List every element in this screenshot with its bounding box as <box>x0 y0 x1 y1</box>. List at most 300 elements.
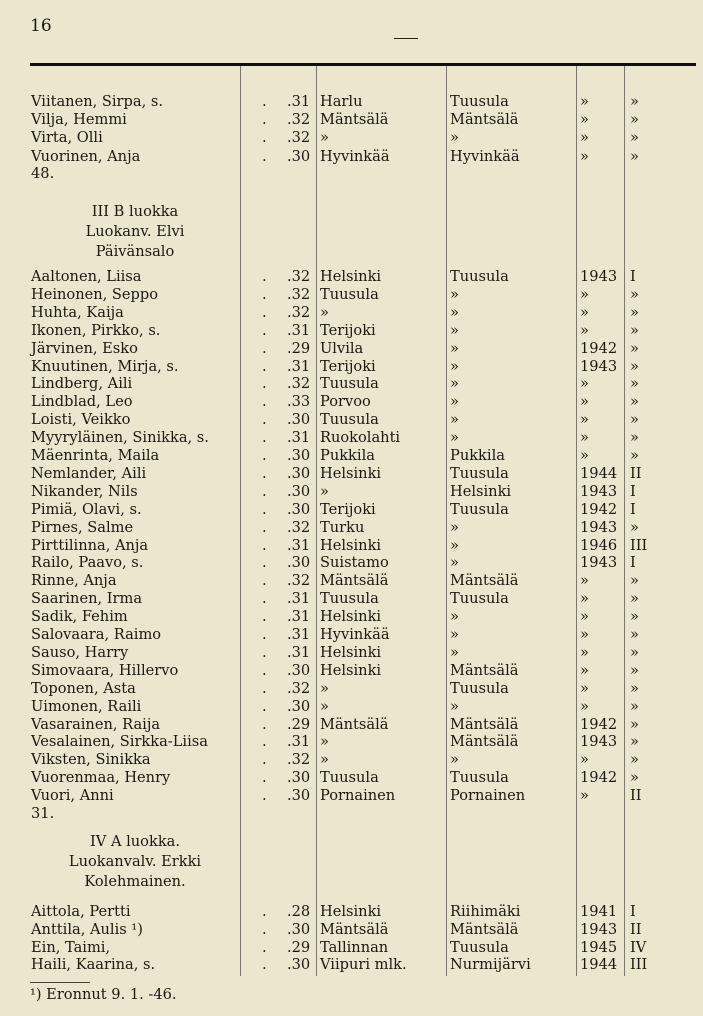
leader-dot: . <box>262 339 267 357</box>
leader-dot: . <box>262 679 267 697</box>
table-row <box>0 268 703 286</box>
home-municipality: Riihimäki <box>450 903 521 920</box>
home-municipality: Mäntsälä <box>450 572 519 590</box>
birth-year: .30 <box>287 500 311 518</box>
entry-year: » <box>580 643 589 661</box>
home-municipality: » <box>450 751 459 769</box>
table-row <box>0 411 703 429</box>
birth-place: » <box>320 751 329 769</box>
home-municipality: Pukkila <box>450 447 505 464</box>
entry-class: » <box>630 375 639 393</box>
entry-class: » <box>630 643 639 661</box>
birth-place: » <box>320 697 329 715</box>
table-row <box>0 956 703 974</box>
birth-year: .32 <box>287 303 311 321</box>
entry-year: 1942 <box>580 500 618 518</box>
birth-place: Tuusula <box>320 590 379 608</box>
student-name: Anttila, Aulis ¹) <box>31 920 143 938</box>
entry-class: » <box>630 111 639 129</box>
table-row <box>0 429 703 447</box>
entry-class: » <box>630 285 639 303</box>
birth-place: Tuusula <box>320 285 379 303</box>
home-municipality: » <box>450 285 459 303</box>
leader-dot: . <box>262 321 267 339</box>
birth-place: Hyvinkää <box>320 626 390 643</box>
birth-year: .32 <box>287 129 311 147</box>
birth-place: Turku <box>320 518 365 536</box>
table-row <box>0 644 703 662</box>
birth-year: .30 <box>287 697 311 715</box>
home-municipality: » <box>450 643 459 661</box>
birth-place: » <box>320 129 329 147</box>
student-name: Vilja, Hemmi <box>31 111 127 129</box>
home-municipality: Mäntsälä <box>450 920 519 938</box>
entry-class: III <box>630 536 648 554</box>
leader-dot: . <box>262 447 267 464</box>
leader-dot: . <box>262 697 267 715</box>
table-row <box>0 769 703 787</box>
entry-class: » <box>630 429 639 447</box>
leader-dot: . <box>262 554 267 572</box>
footnote: ¹) Eronnut 9. 1. -46. <box>30 986 177 1003</box>
entry-year: 1942 <box>580 769 618 787</box>
section-heading-line: Päivänsalo <box>95 243 175 260</box>
birth-place: Terijoki <box>320 500 376 518</box>
entry-year: 1946 <box>580 536 618 554</box>
leader-dot: . <box>262 393 267 411</box>
leader-dot: . <box>262 733 267 751</box>
entry-class: » <box>630 572 639 590</box>
leader-dot: . <box>262 357 267 375</box>
entry-year: 1943 <box>580 733 618 751</box>
table-row <box>0 921 703 939</box>
student-name: Järvinen, Esko <box>31 339 138 357</box>
birth-place: Viipuri mlk. <box>320 956 407 974</box>
student-name: Ikonen, Pirkko, s. <box>31 321 161 339</box>
table-row <box>0 447 703 465</box>
entry-year: » <box>580 608 589 626</box>
student-name: Vuorenmaa, Henry <box>31 769 171 787</box>
entry-class: » <box>630 626 639 643</box>
entry-year: » <box>580 303 589 321</box>
entry-year: 1942 <box>580 715 618 733</box>
entry-class: » <box>630 697 639 715</box>
student-name: Vesalainen, Sirkka-Liisa <box>31 733 208 751</box>
table-row <box>0 626 703 644</box>
section-heading-line: Luokanv. Elvi <box>85 223 185 240</box>
leader-dot: . <box>262 482 267 500</box>
table-row <box>0 286 703 304</box>
table-row <box>0 716 703 734</box>
home-municipality: » <box>450 339 459 357</box>
home-municipality: Tuusula <box>450 500 509 518</box>
student-name: Pirttilinna, Anja <box>31 536 149 554</box>
birth-place: Ulvila <box>320 339 364 357</box>
student-name: Pimiä, Olavi, s. <box>31 500 142 518</box>
leader-dot: . <box>262 661 267 679</box>
entry-year: » <box>580 147 589 165</box>
home-municipality: Tuusula <box>450 93 509 110</box>
birth-place: Terijoki <box>320 321 376 339</box>
leader-dot: . <box>262 518 267 536</box>
entry-class: II <box>630 464 642 482</box>
home-municipality: Pornainen <box>450 787 526 805</box>
birth-year: .31 <box>287 590 311 608</box>
home-municipality: » <box>450 626 459 643</box>
entry-year: » <box>580 393 589 411</box>
student-name: Lindblad, Leo <box>31 393 133 411</box>
leader-dot: . <box>262 903 267 920</box>
birth-place: Porvoo <box>320 393 371 411</box>
entry-year: » <box>580 429 589 447</box>
leader-dot: . <box>262 285 267 303</box>
birth-year: .30 <box>287 464 311 482</box>
home-municipality: » <box>450 411 459 429</box>
leader-dot: . <box>262 751 267 769</box>
leader-dot: . <box>262 268 267 285</box>
table-row <box>0 572 703 590</box>
table-row <box>0 519 703 537</box>
table-row <box>0 751 703 769</box>
student-name: Viitanen, Sirpa, s. <box>31 93 163 110</box>
home-municipality: Mäntsälä <box>450 715 519 733</box>
entry-year: » <box>580 111 589 129</box>
birth-place: Helsinki <box>320 643 382 661</box>
student-name: Aaltonen, Liisa <box>31 268 142 285</box>
birth-year: .30 <box>287 411 311 429</box>
entry-class: » <box>630 129 639 147</box>
entry-class: » <box>630 733 639 751</box>
entry-year: » <box>580 411 589 429</box>
entry-class: » <box>630 518 639 536</box>
birth-place: » <box>320 303 329 321</box>
entry-class: IV <box>630 938 647 956</box>
home-municipality: Tuusula <box>450 590 509 608</box>
entry-year: » <box>580 321 589 339</box>
student-name: Huhta, Kaija <box>31 303 124 321</box>
student-name: Sauso, Harry <box>31 643 129 661</box>
birth-place: Helsinki <box>320 661 382 679</box>
home-municipality: » <box>450 518 459 536</box>
birth-place: Terijoki <box>320 357 376 375</box>
birth-place: Tuusula <box>320 411 379 429</box>
table-row <box>0 393 703 411</box>
student-name: Rinne, Anja <box>31 572 117 590</box>
leader-dot: . <box>262 500 267 518</box>
birth-year: .30 <box>287 482 311 500</box>
birth-place: » <box>320 733 329 751</box>
leader-dot: . <box>262 411 267 429</box>
entry-class: » <box>630 751 639 769</box>
birth-year: .31 <box>287 536 311 554</box>
birth-year: .29 <box>287 938 311 956</box>
entry-class: » <box>630 715 639 733</box>
entry-class: I <box>630 903 636 920</box>
table-row <box>0 93 703 111</box>
leader-dot: . <box>262 787 267 805</box>
birth-place: Tuusula <box>320 769 379 787</box>
entry-year: 1942 <box>580 339 618 357</box>
table-row <box>0 787 703 805</box>
birth-year: .32 <box>287 375 311 393</box>
birth-year: .32 <box>287 679 311 697</box>
entry-class: » <box>630 321 639 339</box>
leader-dot: . <box>262 303 267 321</box>
birth-year: .33 <box>287 393 311 411</box>
entry-year: » <box>580 590 589 608</box>
table-row <box>0 465 703 483</box>
birth-year: .32 <box>287 111 311 129</box>
table-row <box>0 939 703 957</box>
entry-year: 1944 <box>580 956 618 974</box>
entry-class: » <box>630 357 639 375</box>
birth-year: .31 <box>287 357 311 375</box>
birth-year: .30 <box>287 787 311 805</box>
birth-year: .32 <box>287 751 311 769</box>
entry-class: I <box>630 554 636 572</box>
birth-place: Suistamo <box>320 554 389 572</box>
student-name: Vasarainen, Raija <box>31 715 161 733</box>
leader-dot: . <box>262 715 267 733</box>
birth-year: .31 <box>287 608 311 626</box>
entry-year: » <box>580 572 589 590</box>
entry-year: 1943 <box>580 482 618 500</box>
leader-dot: . <box>262 147 267 165</box>
entry-class: » <box>630 411 639 429</box>
entry-year: 1943 <box>580 554 618 572</box>
leader-dot: . <box>262 111 267 129</box>
birth-place: Pornainen <box>320 787 396 805</box>
table-row <box>0 537 703 555</box>
entry-class: » <box>630 393 639 411</box>
table-row <box>0 554 703 572</box>
student-name: Nemlander, Aili <box>31 464 147 482</box>
entry-year: » <box>580 626 589 643</box>
home-municipality: Mäntsälä <box>450 661 519 679</box>
table-row <box>0 662 703 680</box>
page-number: 16 <box>30 16 52 36</box>
student-name: Saarinen, Irma <box>31 590 143 608</box>
leader-dot: . <box>262 769 267 787</box>
student-name: Toponen, Asta <box>31 679 136 697</box>
entry-year: » <box>580 679 589 697</box>
entry-class: I <box>630 268 636 285</box>
student-name: Sadik, Fehim <box>31 608 128 626</box>
birth-year: .30 <box>287 147 311 165</box>
birth-year: .31 <box>287 429 311 447</box>
birth-place: Harlu <box>320 93 363 110</box>
student-name: Ein, Taimi, <box>31 938 111 956</box>
top-rule <box>30 63 696 66</box>
entry-year: 1945 <box>580 938 618 956</box>
home-municipality: » <box>450 375 459 393</box>
footnote-rule <box>30 982 90 983</box>
home-municipality: » <box>450 429 459 447</box>
birth-year: .32 <box>287 572 311 590</box>
table-row <box>0 501 703 519</box>
birth-place: » <box>320 679 329 697</box>
table-row <box>0 680 703 698</box>
birth-place: Mäntsälä <box>320 920 389 938</box>
student-name: Salovaara, Raimo <box>31 626 162 643</box>
home-municipality: » <box>450 536 459 554</box>
student-name: Vuorinen, Anja <box>31 147 141 165</box>
table-row <box>0 148 703 166</box>
entry-year: » <box>580 697 589 715</box>
birth-place: Helsinki <box>320 536 382 554</box>
birth-place: Ruokolahti <box>320 429 401 447</box>
table-row <box>0 733 703 751</box>
birth-place: Mäntsälä <box>320 715 389 733</box>
leader-dot: . <box>262 626 267 643</box>
birth-year: .31 <box>287 643 311 661</box>
birth-place: Pukkila <box>320 447 375 464</box>
entry-year: » <box>580 129 589 147</box>
home-municipality: Helsinki <box>450 482 512 500</box>
birth-year: .30 <box>287 661 311 679</box>
leader-dot: . <box>262 93 267 110</box>
entry-class: » <box>630 447 639 464</box>
table-row <box>0 111 703 129</box>
birth-year: .29 <box>287 715 311 733</box>
entry-class: » <box>630 303 639 321</box>
student-name: Knuutinen, Mirja, s. <box>31 357 179 375</box>
birth-place: Hyvinkää <box>320 147 390 165</box>
entry-class: I <box>630 482 636 500</box>
section-heading-line: IV A luokka. <box>90 833 180 850</box>
birth-place: Helsinki <box>320 268 382 285</box>
home-municipality: Tuusula <box>450 268 509 285</box>
birth-year: .29 <box>287 339 311 357</box>
section-heading-line: Kolehmainen. <box>84 873 186 890</box>
entry-year: » <box>580 375 589 393</box>
home-municipality: Tuusula <box>450 938 509 956</box>
student-name: Nikander, Nils <box>31 482 138 500</box>
home-municipality: Mäntsälä <box>450 733 519 751</box>
leader-dot: . <box>262 938 267 956</box>
home-municipality: Nurmijärvi <box>450 956 531 974</box>
entry-year: 1943 <box>580 518 618 536</box>
student-name: Pirnes, Salme <box>31 518 134 536</box>
student-name: Haili, Kaarina, s. <box>31 956 156 974</box>
birth-place: Mäntsälä <box>320 111 389 129</box>
home-municipality: Tuusula <box>450 769 509 787</box>
birth-year: .31 <box>287 321 311 339</box>
student-name: Aittola, Pertti <box>31 903 131 920</box>
student-name: Lindberg, Aili <box>31 375 133 393</box>
table-row <box>0 608 703 626</box>
header-dash <box>394 38 418 39</box>
home-municipality: Tuusula <box>450 464 509 482</box>
table-row <box>0 358 703 376</box>
entry-class: » <box>630 147 639 165</box>
birth-place: » <box>320 482 329 500</box>
student-name: Railo, Paavo, s. <box>31 554 144 572</box>
table-row <box>0 375 703 393</box>
leader-dot: . <box>262 956 267 974</box>
leader-dot: . <box>262 429 267 447</box>
student-name: Heinonen, Seppo <box>31 285 159 303</box>
section-count: 31. <box>31 805 55 822</box>
entry-class: II <box>630 787 642 805</box>
entry-class: III <box>630 956 648 974</box>
leader-dot: . <box>262 572 267 590</box>
leader-dot: . <box>262 375 267 393</box>
section-count: 48. <box>31 165 55 182</box>
birth-year: .30 <box>287 769 311 787</box>
entry-year: » <box>580 93 589 110</box>
entry-class: » <box>630 339 639 357</box>
birth-year: .30 <box>287 956 311 974</box>
birth-year: .30 <box>287 920 311 938</box>
section-heading-line: III B luokka <box>91 203 179 220</box>
table-row <box>0 483 703 501</box>
birth-place: Mäntsälä <box>320 572 389 590</box>
home-municipality: Hyvinkää <box>450 147 520 165</box>
home-municipality: Tuusula <box>450 679 509 697</box>
entry-year: » <box>580 661 589 679</box>
section-heading-line: Luokanvalv. Erkki <box>68 853 202 870</box>
birth-year: .30 <box>287 554 311 572</box>
entry-class: » <box>630 769 639 787</box>
entry-class: » <box>630 93 639 110</box>
leader-dot: . <box>262 608 267 626</box>
table-row <box>0 590 703 608</box>
table-row <box>0 129 703 147</box>
table-row <box>0 698 703 716</box>
birth-year: .32 <box>287 268 311 285</box>
table-row <box>0 304 703 322</box>
birth-year: .30 <box>287 447 311 464</box>
student-name: Simovaara, Hillervo <box>31 661 179 679</box>
leader-dot: . <box>262 590 267 608</box>
entry-year: 1941 <box>580 903 618 920</box>
entry-year: » <box>580 751 589 769</box>
entry-class: I <box>630 500 636 518</box>
home-municipality: » <box>450 129 459 147</box>
home-municipality: » <box>450 393 459 411</box>
birth-place: Helsinki <box>320 903 382 920</box>
table-row <box>0 903 703 921</box>
entry-year: 1943 <box>580 357 618 375</box>
entry-year: 1943 <box>580 268 618 285</box>
student-name: Mäenrinta, Maila <box>31 447 160 464</box>
birth-year: .32 <box>287 518 311 536</box>
leader-dot: . <box>262 536 267 554</box>
birth-year: .31 <box>287 626 311 643</box>
student-name: Virta, Olli <box>31 129 103 147</box>
birth-year: .28 <box>287 903 311 920</box>
home-municipality: » <box>450 357 459 375</box>
leader-dot: . <box>262 464 267 482</box>
entry-class: » <box>630 590 639 608</box>
entry-class: II <box>630 920 642 938</box>
birth-year: .32 <box>287 285 311 303</box>
table-row <box>0 322 703 340</box>
home-municipality: » <box>450 321 459 339</box>
table-row <box>0 340 703 358</box>
student-name: Vuori, Anni <box>31 787 114 805</box>
student-name: Uimonen, Raili <box>31 697 142 715</box>
entry-year: » <box>580 787 589 805</box>
birth-year: .31 <box>287 733 311 751</box>
home-municipality: » <box>450 303 459 321</box>
home-municipality: Mäntsälä <box>450 111 519 129</box>
entry-class: » <box>630 608 639 626</box>
student-name: Myyryläinen, Sinikka, s. <box>31 429 209 447</box>
birth-place: Helsinki <box>320 608 382 626</box>
leader-dot: . <box>262 129 267 147</box>
